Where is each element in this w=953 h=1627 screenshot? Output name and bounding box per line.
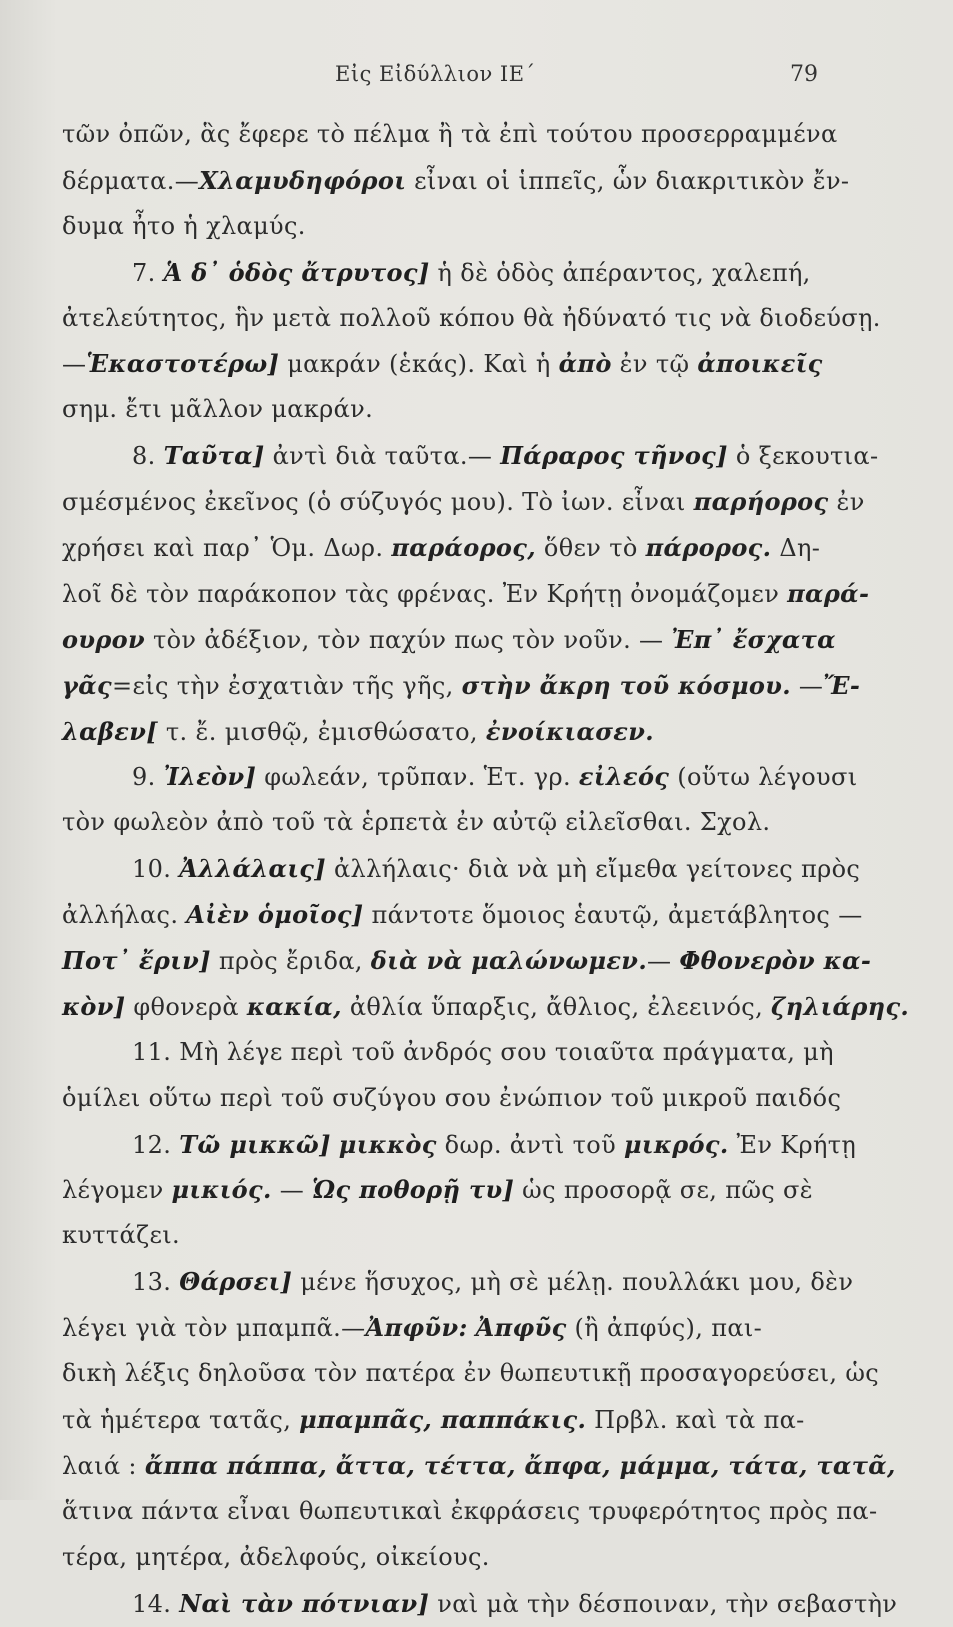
- lemma: Πάραρος τῆνος]: [500, 441, 728, 471]
- text-span: τὰ ἡμέτερα τατᾶς,: [62, 1405, 300, 1434]
- text-span: ἐν: [828, 488, 865, 517]
- text-span: Ἐν Κρήτῃ: [728, 1130, 857, 1159]
- text-line: [62, 1397, 862, 1443]
- text-line: [62, 387, 862, 433]
- text-span: τέρα, μητέρα, ἀδελφούς, οἰκείους.: [62, 1542, 490, 1571]
- text-span: πρὸς ἔριδα,: [210, 947, 371, 976]
- text-span: δυμα ἦτο ἡ χλαμύς.: [62, 211, 306, 240]
- lemma: Τῶ μικκῶ]: [179, 1129, 331, 1159]
- emphasis: στὴν ἄκρη τοῦ κόσμου.: [461, 670, 791, 700]
- text-span: χρήσει καὶ παρ᾽ Ὁμ. Δωρ.: [62, 534, 392, 563]
- emphasis: παράορος,: [391, 533, 536, 563]
- lemma: λαβεν[: [62, 716, 158, 746]
- text-span: 14.: [132, 1589, 180, 1618]
- running-title: Εἰς Εἰδύλλιον ΙΕ΄: [335, 62, 536, 86]
- text-span: τὸν φωλεὸν ἀπὸ τοῦ τὰ ἑρπετὰ ἐν αὐτῷ εἰλεῖσθαι. Σχολ.: [62, 808, 771, 837]
- text-line: [62, 112, 862, 158]
- text-line: [62, 938, 872, 984]
- text-line: [62, 1076, 862, 1122]
- emphasis: διὰ νὰ μαλώνωμεν.: [370, 946, 648, 976]
- text-span: ὡς προσορᾷ σε, πῶς σὲ: [514, 1176, 814, 1205]
- text-span: —: [62, 350, 87, 379]
- text-span: ἀντὶ διὰ ταῦτα.—: [264, 442, 501, 471]
- emphasis: ἐνοίκιασεν.: [485, 716, 654, 746]
- text-line: [62, 1259, 862, 1305]
- text-span: δωρ. ἀντὶ τοῦ: [436, 1130, 624, 1159]
- text-span: ὁ ξεκουτια-: [727, 442, 879, 471]
- text-line: [62, 892, 862, 938]
- text-span: ἡ δὲ ὁδὸς ἀπέραντος, χαλεπή,: [429, 258, 811, 287]
- text-line: [62, 1213, 862, 1259]
- emphasis: παρήορος: [693, 487, 829, 517]
- emphasis: πάρορος.: [645, 533, 772, 563]
- text-span: τὸν ἀδέξιον, τὸν παχύν πως τὸν νοῦν. —: [145, 625, 672, 654]
- text-span: λέγομεν: [62, 1176, 172, 1205]
- text-span: (ἢ ἀπφύς), παι-: [566, 1314, 763, 1343]
- emphasis: ἄππα πάππα, ἄττα, τέττα, ἄπφα, μάμμα, τάτα, τατᾶ,: [144, 1450, 896, 1480]
- lemma: Ταῦτα]: [163, 441, 265, 471]
- lemma: Θάρσει]: [179, 1267, 293, 1297]
- text-line: [62, 479, 865, 525]
- commentary-text: [62, 112, 910, 1626]
- text-span: λοῖ δὲ τὸν παράκοπον τὰς φρένας. Ἐν Κρήτῃ ὀνομάζομεν: [62, 579, 788, 608]
- text-span: δικὴ λέξις δηλοῦσα τὸν πατέρα ἐν θωπευτικῇ προσαγορεύσει, ὡς: [62, 1359, 880, 1388]
- text-span: ἀτελεύτητος, ἣν μετὰ πολλοῦ κόπου θὰ ἠδύνατό τις νὰ διοδεύσῃ.: [62, 303, 881, 332]
- lemma: Ἁ δ᾽ ὁδὸς ἄτρυτος]: [163, 257, 430, 287]
- text-span: —: [271, 1176, 313, 1205]
- text-span: ἀθλία ὕπαρξις, ἄθλιος, ἐλεεινός,: [341, 992, 772, 1021]
- text-span: εἶναι οἱ ἱππεῖς, ὧν διακριτικὸν ἔν-: [406, 166, 850, 195]
- text-span: σμέσμένος ἐκεῖνος (ὁ σύζυγός μου). Τὸ ἰων. εἶναι: [62, 488, 694, 517]
- emphasis: γᾶς: [62, 670, 112, 700]
- text-line: [62, 800, 862, 846]
- text-span: ἐν τῷ: [611, 350, 698, 379]
- lemma: Ποτ᾽ ἔριν]: [62, 946, 211, 976]
- text-line: [62, 433, 879, 479]
- text-span: Πρβλ. καὶ τὰ πα-: [586, 1405, 805, 1434]
- lemma: Ναὶ τὰν πότνιαν]: [179, 1588, 430, 1618]
- running-header: [0, 62, 953, 92]
- lemma: Ἔ-: [823, 670, 861, 700]
- text-line: [62, 341, 862, 387]
- emphasis: μικρός.: [624, 1129, 729, 1159]
- text-span: φθονερὰ: [125, 992, 247, 1021]
- lemma: Ἀλλάλαις]: [179, 854, 326, 884]
- text-span: Δη-: [771, 534, 821, 563]
- text-span: 10.: [132, 855, 180, 884]
- text-line: [62, 1122, 862, 1168]
- text-span: (οὕτω λέγουσι: [669, 763, 858, 792]
- text-span: ἅτινα πάντα εἶναι θωπευτικαὶ ἐκφράσεις τρυφερότητος πρὸς πα-: [62, 1496, 878, 1525]
- lemma: Ὡς ποθορῇ τυ]: [312, 1175, 515, 1205]
- emphasis: ἀποικεῖς: [697, 349, 823, 379]
- text-line: [62, 1030, 862, 1076]
- emphasis: παρά-: [787, 578, 870, 608]
- text-line: [62, 617, 862, 663]
- text-span: δέρματα.—: [62, 166, 200, 195]
- lemma: Φθονερὸν κα-: [679, 946, 872, 976]
- lemma: κὸν]: [62, 991, 126, 1021]
- emphasis: μπαμπᾶς, παππάκις.: [299, 1404, 587, 1434]
- text-span: λέγει γιὰ τὸν μπαμπᾶ.—: [62, 1314, 366, 1343]
- emphasis: ζηλιάρης.: [771, 991, 910, 1021]
- emphasis: ἀπὸ: [558, 349, 612, 379]
- page-number: 79: [790, 62, 818, 87]
- text-span: 12.: [132, 1130, 180, 1159]
- text-span: λαιά :: [62, 1451, 145, 1480]
- emphasis: ουρον: [62, 624, 146, 654]
- text-span: μένε ἥσυχος, μὴ σὲ μέλῃ. πουλλάκι μου, δὲν: [292, 1268, 854, 1297]
- text-line: [62, 754, 862, 800]
- text-line: [62, 1489, 878, 1535]
- text-span: 7.: [132, 258, 164, 287]
- text-span: ἀλλήλας.: [62, 901, 187, 930]
- text-line: [62, 1443, 896, 1489]
- text-span: 13.: [132, 1268, 180, 1297]
- text-span: φωλεάν, τρῦπαν. Ἑτ. γρ.: [256, 763, 579, 792]
- emphasis: Ἀπφῦν:: [365, 1313, 468, 1343]
- emphasis: Χλαμυδηφόροι: [199, 165, 407, 195]
- text-line: [62, 984, 910, 1030]
- text-span: [331, 1131, 339, 1159]
- text-span: μακράν (ἑκάς). Καὶ ἡ: [279, 350, 559, 379]
- text-span: 8.: [132, 442, 164, 471]
- text-span: ὅθεν τὸ: [535, 534, 646, 563]
- text-span: τ. ἔ. μισθῷ, ἐμισθώσατο,: [157, 717, 486, 746]
- text-line: [62, 1581, 898, 1627]
- text-line: [62, 1305, 862, 1351]
- text-span: ὁμίλει οὕτω περὶ τοῦ συζύγου σου ἐνώπιον τοῦ μικροῦ παιδός: [62, 1083, 842, 1112]
- text-span: [468, 1314, 476, 1342]
- text-span: σημ. ἔτι μᾶλλον μακράν.: [62, 395, 374, 424]
- emphasis: εἰλεός: [578, 762, 670, 792]
- lemma: Ἑκαστοτέρω]: [86, 349, 280, 379]
- emphasis: μικκὸς: [338, 1129, 437, 1159]
- lemma: Ἐπ᾽ ἔσχατα: [671, 624, 836, 654]
- lemma: Ἰλεὸν]: [163, 762, 257, 792]
- text-line: [62, 709, 862, 755]
- text-span: 9.: [132, 763, 164, 792]
- text-line: [62, 663, 862, 709]
- text-line: [62, 204, 862, 250]
- text-span: =εἰς τὴν ἐσχατιὰν τῆς γῆς,: [111, 671, 462, 700]
- text-line: [62, 296, 881, 342]
- text-span: ἀλλήλαις· διὰ νὰ μὴ εἴμεθα γείτονες πρὸς: [325, 855, 861, 884]
- text-span: πάντοτε ὅμοιος ἑαυτῷ, ἀμετάβλητος —: [363, 901, 863, 930]
- text-line: [62, 158, 862, 204]
- text-span: κυττάζει.: [62, 1221, 180, 1250]
- emphasis: Ἀπφῦς: [475, 1313, 567, 1343]
- text-line: [62, 250, 862, 296]
- text-span: ναὶ μὰ τὴν δέσποιναν, τὴν σεβαστὴν: [429, 1589, 898, 1618]
- text-span: 11. Μὴ λέγε περὶ τοῦ ἀνδρός σου τοιαῦτα πράγματα, μὴ: [132, 1037, 834, 1066]
- text-line: [62, 571, 870, 617]
- text-line: [62, 846, 862, 892]
- emphasis: κακία,: [246, 991, 342, 1021]
- lemma: Αἰὲν ὁμοῖος]: [186, 900, 364, 930]
- text-line: [62, 525, 862, 571]
- text-span: τῶν ὀπῶν, ἃς ἔφερε τὸ πέλμα ἢ τὰ ἐπὶ τούτου προσερραμμένα: [62, 120, 838, 148]
- text-line: [62, 1351, 880, 1397]
- text-span: —: [790, 671, 824, 700]
- text-line: [62, 1167, 862, 1213]
- text-span: —: [647, 947, 680, 976]
- text-line: [62, 1535, 862, 1581]
- emphasis: μικιός.: [171, 1175, 272, 1205]
